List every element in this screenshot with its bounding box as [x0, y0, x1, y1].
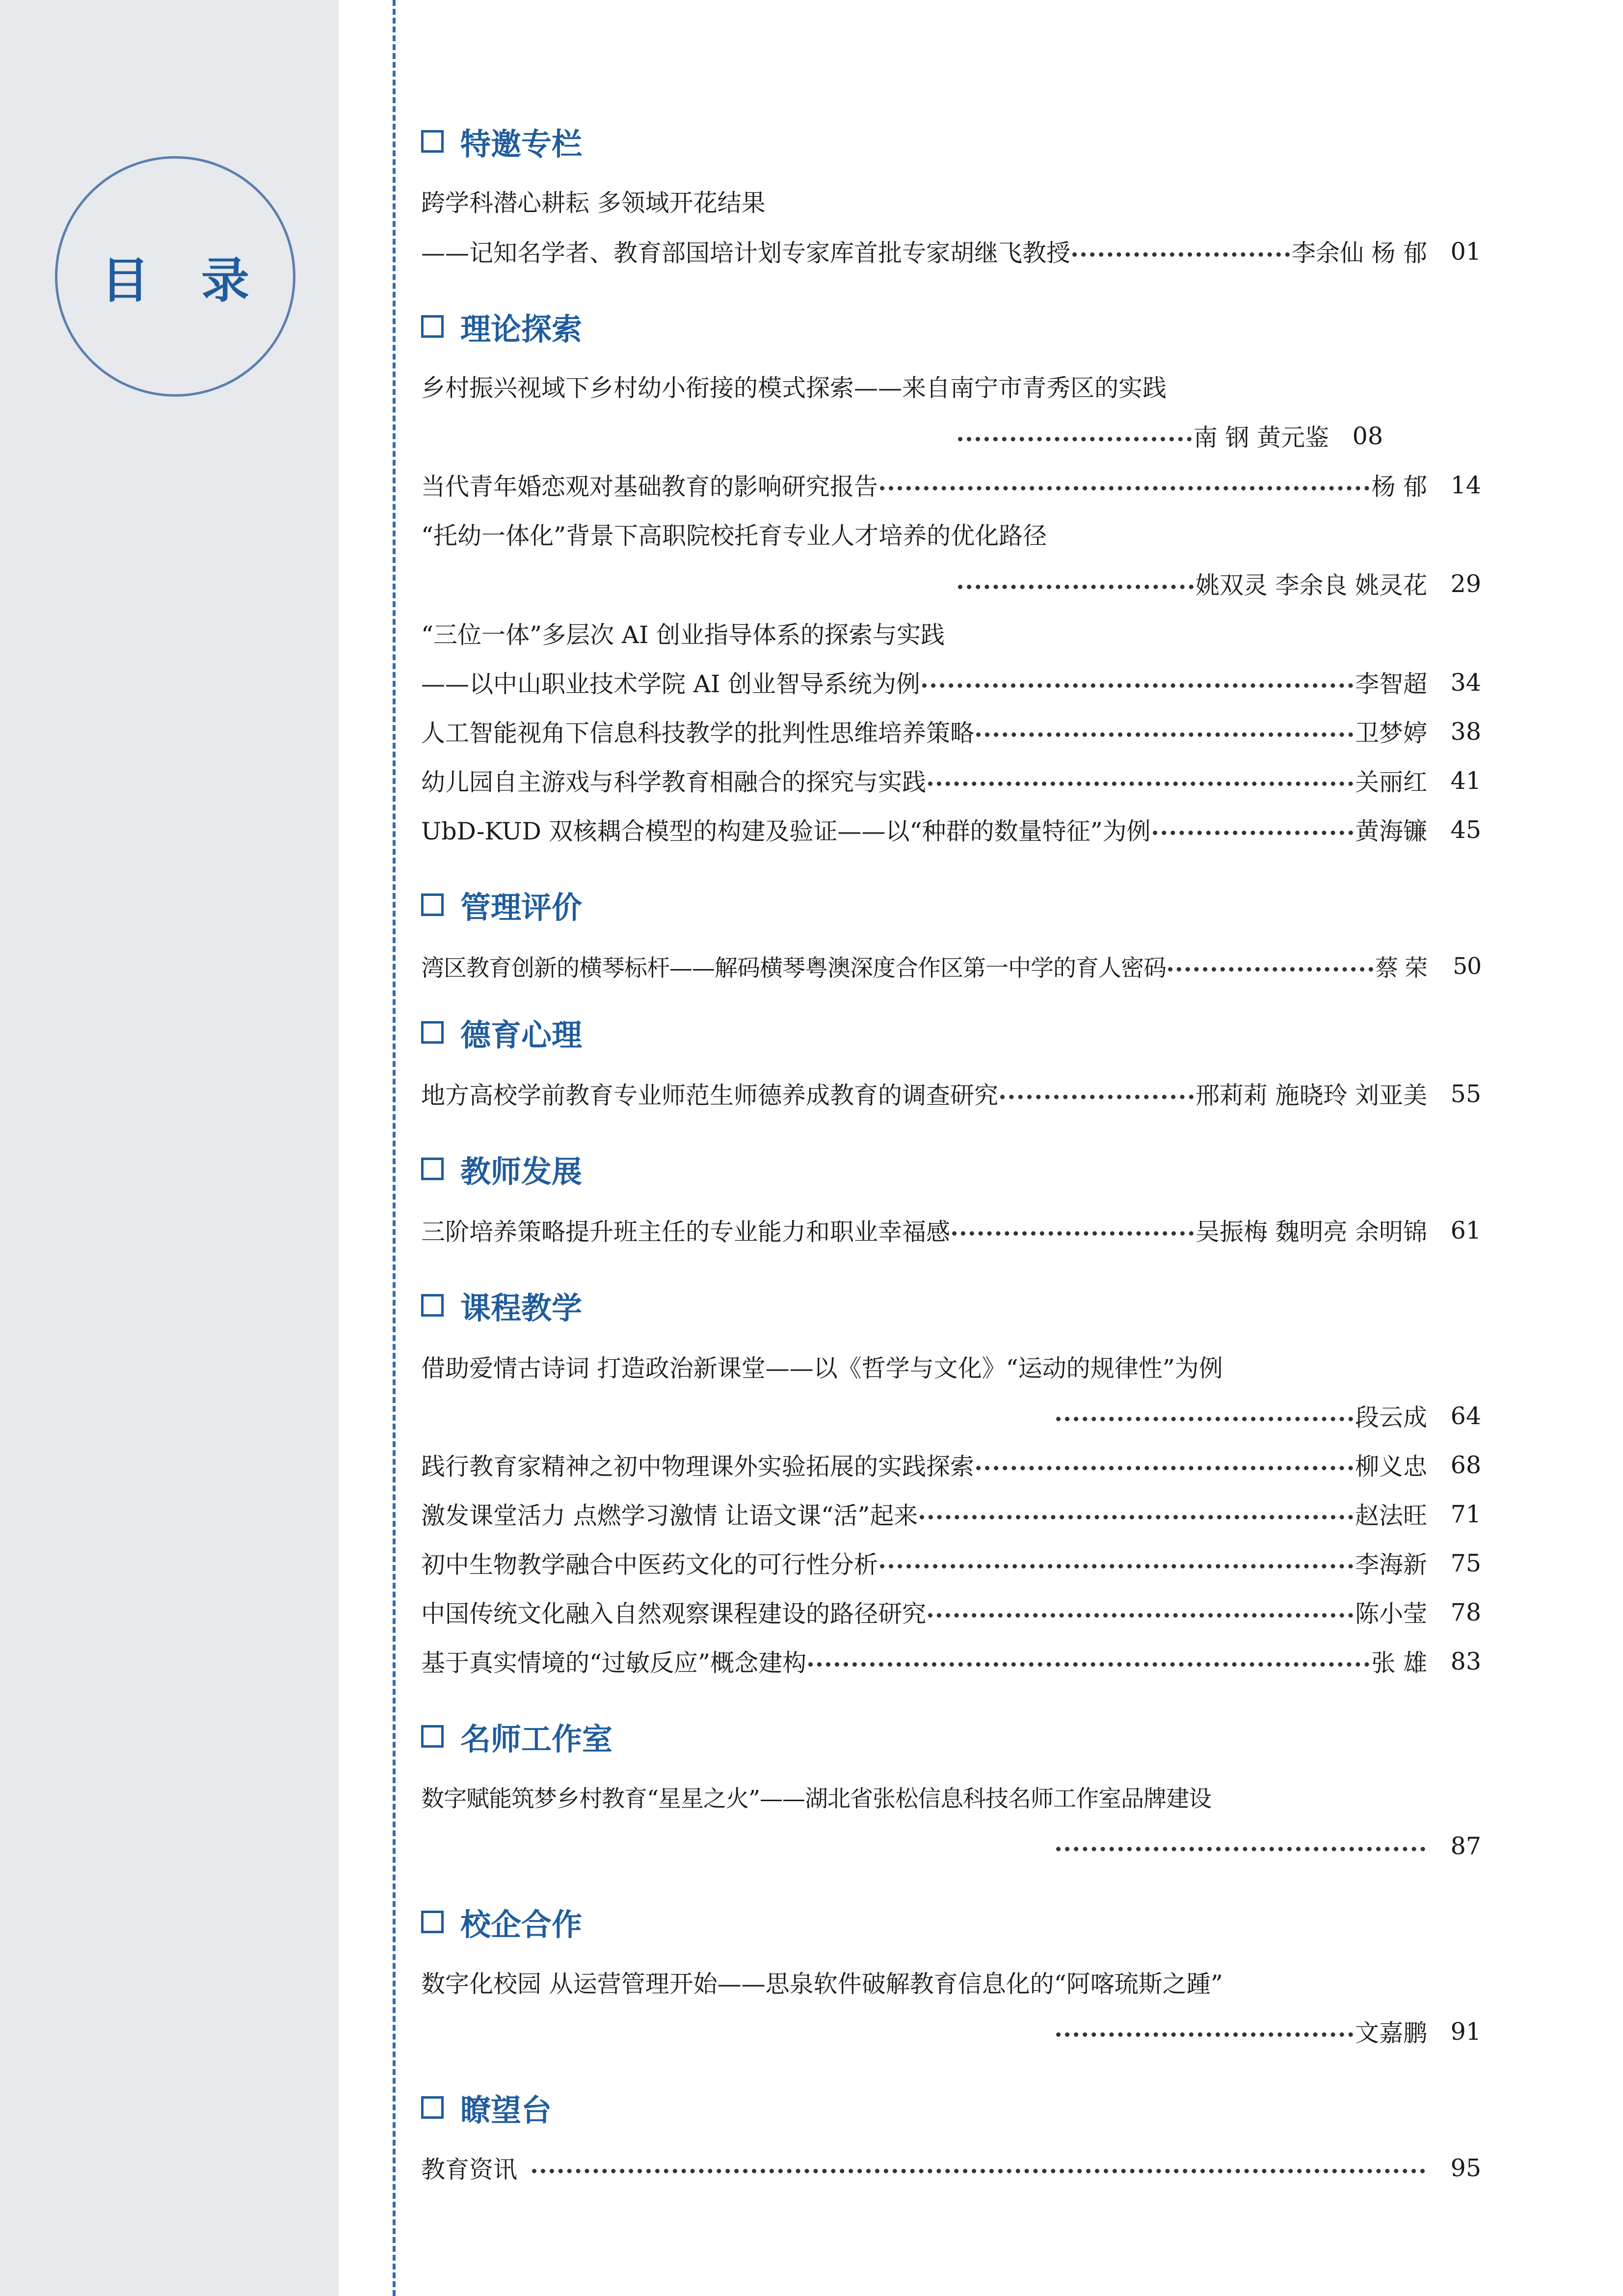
checkbox-icon [421, 1158, 444, 1180]
entry-page: 38 [1450, 717, 1481, 746]
section-heading: 校企合作 [421, 1900, 582, 1944]
entry-page: 29 [1450, 569, 1481, 598]
entry-authors: 姚双灵 李余良 姚灵花 [1195, 571, 1427, 599]
entry-page: 64 [1450, 1402, 1481, 1430]
toc-entry[interactable] [421, 1445, 1481, 1485]
dot-leader [1056, 1417, 1353, 1421]
entry-authors: 段云成 [1355, 1404, 1427, 1432]
checkbox-icon [421, 1294, 444, 1317]
entry-title: 数字赋能筑梦乡村教育“星星之火”——湖北省张松信息科技名师工作室品牌建设 [421, 1785, 1212, 1812]
checkbox-icon [421, 2096, 444, 2119]
dot-leader [922, 683, 1353, 688]
toc-entry[interactable] [421, 1074, 1481, 1113]
entry-title: 数字化校园 从运营管理开始——思泉软件破解教育信息化的“阿喀琉斯之踵” [421, 1970, 1223, 1998]
toc-entry[interactable] [421, 1777, 1481, 1816]
entry-title: 当代青年婚恋观对基础教育的影响研究报告 [421, 473, 878, 501]
entry-title: “托幼一体化”背景下高职院校托育专业人才培养的优化路径 [421, 522, 1047, 550]
section-heading: 特邀专栏 [421, 119, 582, 163]
toc-entry[interactable] [421, 1494, 1481, 1534]
entry-page: 45 [1450, 815, 1481, 844]
entry-authors: 李余仙 杨 郁 [1291, 239, 1427, 267]
entry-page: 91 [1450, 2017, 1481, 2046]
section-heading: 教师发展 [421, 1147, 582, 1191]
section-heading: 瞭望台 [421, 2085, 552, 2130]
checkbox-icon [421, 1725, 444, 1748]
entry-subtitle: ——记知名学者、教育部国培计划专家库首批专家胡继飞教授 [421, 239, 1071, 267]
dot-leader [976, 732, 1353, 737]
dot-leader [1000, 1095, 1194, 1099]
entry-page: 87 [1450, 1832, 1481, 1860]
toc-entry[interactable] [421, 810, 1481, 849]
entry-authors: 关丽红 [1355, 768, 1427, 796]
dot-leader [952, 1231, 1194, 1236]
toc-entry[interactable] [421, 1347, 1481, 1386]
checkbox-icon [421, 893, 444, 916]
toc-entry[interactable] [421, 367, 1481, 406]
entry-page: 75 [1450, 1549, 1481, 1577]
entry-page: 50 [1453, 952, 1481, 980]
entry-title: 中国传统文化融入自然观察课程建设的路径研究 [421, 1600, 927, 1628]
entry-page: 08 [1352, 422, 1383, 450]
entry-title: 地方高校学前教育专业师范生师德养成教育的调查研究 [421, 1081, 999, 1109]
entry-title: “三位一体”多层次 AI 创业指导体系的探索与实践 [421, 621, 945, 649]
toc-entry[interactable] [421, 1211, 1481, 1250]
toc-entry[interactable] [421, 712, 1481, 751]
toc-entry-subtitle[interactable] [421, 232, 1481, 271]
dot-leader [1168, 967, 1373, 972]
entry-authors: 张 雄 [1371, 1649, 1427, 1677]
dot-leader [1072, 252, 1290, 257]
toc-entry[interactable] [421, 465, 1481, 505]
dot-leader [880, 1564, 1353, 1568]
toc-entry[interactable] [421, 2148, 1481, 2188]
toc-entry-subtitle[interactable] [421, 663, 1481, 702]
entry-authors: 赵法旺 [1355, 1502, 1427, 1530]
toc-entry[interactable] [421, 514, 1481, 554]
toc-entry[interactable] [421, 1642, 1481, 1681]
entry-title: 基于真实情境的“过敏反应”概念建构 [421, 1649, 807, 1677]
entry-title: UbD-KUD 双核耦合模型的构建及验证——以“种群的数量特征”为例 [421, 817, 1151, 845]
entry-authors: 陈小莹 [1355, 1600, 1427, 1628]
toc-entry-continuation[interactable] [1054, 1396, 1481, 1435]
section-heading: 管理评价 [421, 883, 582, 927]
entry-authors: 李智超 [1355, 670, 1427, 698]
entry-title: 初中生物教学融合中医药文化的可行性分析 [421, 1551, 878, 1579]
dot-leader [958, 585, 1194, 589]
entry-page: 95 [1450, 2154, 1481, 2182]
checkbox-icon [421, 130, 444, 153]
dot-leader [808, 1662, 1369, 1667]
entry-page: 71 [1450, 1500, 1481, 1528]
toc-entry-continuation[interactable] [1054, 1826, 1481, 1865]
entry-title: 教育资讯 [421, 2156, 518, 2184]
toc-entry[interactable] [421, 761, 1481, 800]
entry-page: 41 [1450, 766, 1481, 795]
section-heading: 德育心理 [421, 1010, 582, 1054]
dot-leader [1056, 1847, 1425, 1851]
toc-entry-continuation[interactable] [956, 416, 1383, 456]
dot-leader [880, 486, 1369, 490]
entry-subtitle: ——以中山职业技术学院 AI 创业智导系统为例 [421, 670, 920, 698]
section-heading: 课程教学 [421, 1283, 582, 1327]
entry-title: 幼儿园自主游戏与科学教育相融合的探究与实践 [421, 768, 927, 796]
entry-authors: 邢莉莉 施晓玲 刘亚美 [1195, 1081, 1427, 1109]
entry-authors: 杨 郁 [1371, 473, 1427, 501]
checkbox-icon [421, 1021, 444, 1044]
section-heading: 理论探索 [421, 304, 582, 349]
dot-leader [928, 1613, 1353, 1618]
entry-authors: 柳义忠 [1355, 1453, 1427, 1481]
entry-page: 68 [1450, 1451, 1481, 1479]
dot-leader [1056, 2032, 1353, 2037]
entry-title: 跨学科潜心耕耘 多领域开花结果 [421, 189, 766, 217]
entry-title: 借助爱情古诗词 打造政治新课堂——以《哲学与文化》“运动的规律性”为例 [421, 1354, 1223, 1382]
dot-leader [928, 782, 1353, 786]
entry-authors: 黄海镰 [1355, 817, 1427, 845]
toc-entry[interactable] [421, 614, 1481, 653]
toc-entry[interactable] [421, 182, 1481, 221]
entry-page: 14 [1450, 471, 1481, 499]
dot-leader [1153, 831, 1353, 835]
entry-page: 01 [1450, 237, 1481, 266]
entry-title: 三阶培养策略提升班主任的专业能力和职业幸福感 [421, 1218, 951, 1246]
entry-authors: 南 钢 黄元鉴 [1193, 424, 1329, 452]
toc-entry[interactable] [421, 1963, 1481, 2002]
entry-authors: 吴振梅 魏明亮 余明锦 [1195, 1218, 1427, 1246]
checkbox-icon [421, 1911, 444, 1933]
entry-authors: 蔡 荣 [1375, 954, 1427, 982]
entry-page: 78 [1450, 1598, 1481, 1626]
entry-title: 践行教育家精神之初中物理课外实验拓展的实践探索 [421, 1453, 975, 1481]
entry-authors: 李海新 [1355, 1551, 1427, 1579]
entry-title: 人工智能视角下信息科技教学的批判性思维培养策略 [421, 719, 975, 747]
entry-title: 湾区教育创新的横琴标杆——解码横琴粤澳深度合作区第一中学的育人密码 [421, 954, 1166, 982]
dot-leader [532, 2169, 1425, 2173]
toc-entry[interactable] [421, 1543, 1481, 1583]
section-heading: 名师工作室 [421, 1714, 612, 1758]
dot-leader [920, 1515, 1353, 1519]
entry-authors: 文嘉鹏 [1355, 2019, 1427, 2047]
toc-entry-continuation[interactable] [956, 564, 1481, 603]
entry-title: 乡村振兴视域下乡村幼小衔接的模式探索——来自南宁市青秀区的实践 [421, 374, 1167, 402]
entry-page: 83 [1450, 1647, 1481, 1675]
toc-entry[interactable] [421, 946, 1481, 986]
entry-title: 激发课堂活力 点燃学习激情 让语文课“活”起来 [421, 1502, 918, 1530]
dot-leader [958, 437, 1192, 441]
checkbox-icon [421, 315, 444, 338]
entry-page: 61 [1450, 1216, 1481, 1244]
entry-page: 55 [1450, 1080, 1481, 1108]
toc-entry[interactable] [421, 1593, 1481, 1632]
dot-leader [976, 1466, 1353, 1470]
entry-page: 34 [1450, 668, 1481, 697]
toc-entry-continuation[interactable] [1054, 2012, 1481, 2051]
page-title: 目 录 [101, 252, 267, 309]
entry-authors: 卫梦婷 [1355, 719, 1427, 747]
